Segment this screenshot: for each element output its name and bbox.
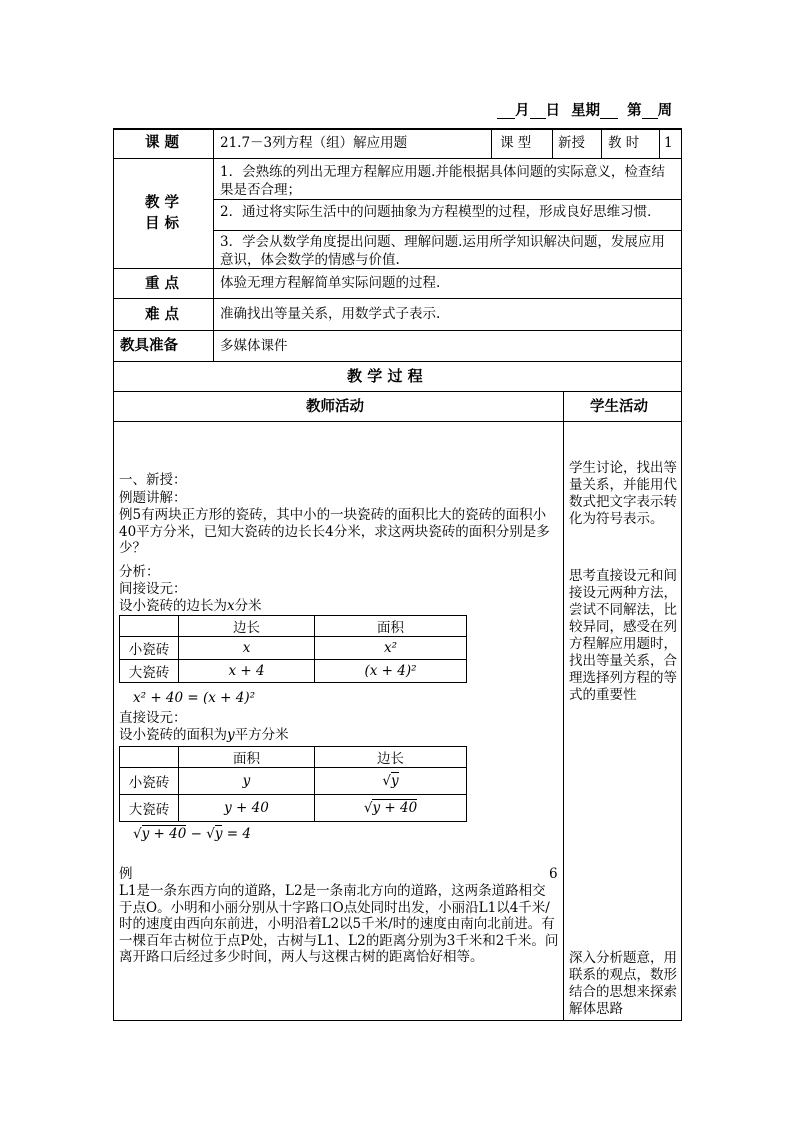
objective-item-1: 1．会熟练的列出无理方程解应用题.并能根据具体问题的实际意义，检查结果是否合理； bbox=[220, 164, 665, 198]
table-cell: y + 40 bbox=[179, 795, 315, 822]
objective-item-2: 2．通过将实际生活中的问题抽象为方程模型的过程，形成良好思维习惯． bbox=[220, 204, 661, 220]
eq2-rhs: = 4 bbox=[226, 826, 251, 842]
eq2-radicand-a: y + 40 bbox=[141, 826, 187, 842]
eq2-radicand-b: y bbox=[214, 826, 223, 842]
student-note-2: 思考直接设元和间接设元两种方法，尝试不同解法，比较异同，感受在列方程解应用题时，找出等量关系，合理选择列方程的等式的重要性 bbox=[569, 568, 677, 703]
difficulty-value: 准确找出等量关系，用数学式子表示. bbox=[220, 306, 441, 322]
type-value: 新授 bbox=[558, 135, 585, 151]
table-cell: 小瓷砖 bbox=[120, 637, 179, 660]
process-title: 教 学 过 程 bbox=[347, 367, 423, 385]
indirect-setup-pre: 设小瓷砖的边长为 bbox=[119, 598, 227, 614]
difficulty-label: 难 点 bbox=[145, 306, 180, 323]
table-header: 边长 bbox=[179, 616, 315, 637]
example-6-text: L1是一条东西方向的道路，L2是一条南北方向的道路，这两条道路相交于点O。小明和小丽分别从十字路口O点处同时出发，小丽沿L1以4千米/时的速度由西向东前进，小明沿着L2以5千米/时的速度由南向北前进。有一棵百年古树位于点P处，古树与L1、L2的距离分别为3千米和2千米。问离开路口后经过多少时间，两人与这棵古树的距离恰好相等。 bbox=[119, 883, 559, 965]
section-heading: 一、新授： bbox=[119, 472, 187, 488]
type-label: 课 型 bbox=[500, 135, 532, 151]
hours-label: 教 时 bbox=[608, 135, 640, 151]
topic-label: 课 题 bbox=[145, 134, 180, 151]
objectives-label-2: 目 标 bbox=[145, 215, 180, 232]
date-week-prefix: 第 bbox=[627, 102, 642, 119]
table-cell bbox=[120, 747, 179, 768]
table-row bbox=[120, 637, 467, 660]
student-note-3: 深入分析题意，用联系的观点，数形结合的思想来探索解体思路 bbox=[569, 950, 677, 1017]
direct-setup-post: 平方分米 bbox=[234, 727, 289, 743]
analysis-label: 分析： bbox=[119, 564, 160, 580]
tools-label: 教具准备 bbox=[120, 337, 178, 354]
table-row bbox=[120, 768, 467, 795]
objectives-label-1: 教 学 bbox=[145, 194, 180, 211]
table-cell: 小瓷砖 bbox=[120, 768, 179, 795]
sqrt-sign: √ bbox=[133, 826, 142, 842]
direct-label: 直接设元： bbox=[119, 710, 187, 726]
direct-setup bbox=[119, 727, 289, 743]
table-row bbox=[120, 616, 467, 637]
sqrt-sign: √ bbox=[206, 826, 215, 842]
table-cell: 大瓷砖 bbox=[120, 795, 179, 822]
table-cell: 大瓷砖 bbox=[120, 660, 179, 683]
topic-value: 21.7－3列方程（组）解应用题 bbox=[220, 135, 408, 151]
table-cell bbox=[315, 768, 467, 795]
date-week: 周 bbox=[657, 102, 673, 119]
indirect-table bbox=[119, 615, 467, 683]
table-cell: (x + 4)² bbox=[315, 660, 467, 683]
student-activity-header: 学生活动 bbox=[590, 398, 648, 415]
indirect-label: 间接设元： bbox=[119, 581, 187, 597]
sqrt-sign: √ bbox=[382, 773, 391, 789]
sqrt-sign: √ bbox=[363, 800, 373, 816]
direct-table bbox=[119, 746, 467, 822]
student-note-1: 学生讨论，找出等量关系，并能用代数式把文字表示转化为符号表示。 bbox=[569, 460, 677, 527]
table-row bbox=[120, 795, 467, 822]
example-6-prefix: 例 bbox=[119, 866, 133, 882]
sqrt-radicand: y + 40 bbox=[372, 800, 418, 816]
example-5-text: 例5有两块正方形的瓷砖，其中小的一块瓷砖的面积比大的瓷砖的面积小40平方分米，已知大瓷砖的边长长4分米，求这两块瓷砖的面积分别是多少？ bbox=[119, 507, 550, 556]
table-header: 边长 bbox=[315, 747, 467, 768]
sqrt-radicand: y bbox=[390, 773, 399, 789]
date-line bbox=[497, 103, 672, 119]
hours-value: 1 bbox=[664, 135, 673, 151]
example-intro: 例题讲解： bbox=[119, 490, 187, 506]
table-cell: x bbox=[179, 637, 315, 660]
date-month: 月 bbox=[515, 102, 530, 119]
table-cell: x² bbox=[315, 637, 467, 660]
indirect-setup bbox=[119, 598, 262, 614]
equation-1: x² + 40 = (x + 4)² bbox=[133, 690, 256, 706]
date-day: 日 bbox=[545, 102, 560, 119]
example-6-number: 6 bbox=[549, 866, 558, 882]
key-point-value: 体验无理方程解简单实际问题的过程. bbox=[220, 275, 441, 291]
objective-item-3: 3．学会从数学角度提出问题、理解问题.运用所学知识解决问题，发展应用意识，体会数学的情感与价值. bbox=[220, 234, 665, 268]
indirect-setup-post: 分米 bbox=[234, 598, 262, 614]
table-cell bbox=[120, 616, 179, 637]
key-point-label: 重 点 bbox=[145, 275, 180, 292]
tools-value: 多媒体课件 bbox=[220, 338, 288, 354]
teacher-activity-header: 教师活动 bbox=[306, 398, 364, 415]
table-header: 面积 bbox=[179, 747, 315, 768]
table-cell: x + 4 bbox=[179, 660, 315, 683]
direct-setup-var: y bbox=[227, 727, 235, 743]
table-cell: y bbox=[179, 768, 315, 795]
direct-setup-pre: 设小瓷砖的面积为 bbox=[119, 727, 227, 743]
equation-2: √y + 40 − √y = 4 bbox=[133, 826, 251, 842]
table-row bbox=[120, 660, 467, 683]
date-weekday: 星期 bbox=[571, 102, 601, 119]
indirect-setup-var: x bbox=[227, 598, 235, 614]
table-header: 面积 bbox=[315, 616, 467, 637]
table-cell bbox=[315, 795, 467, 822]
table-row bbox=[120, 747, 467, 768]
